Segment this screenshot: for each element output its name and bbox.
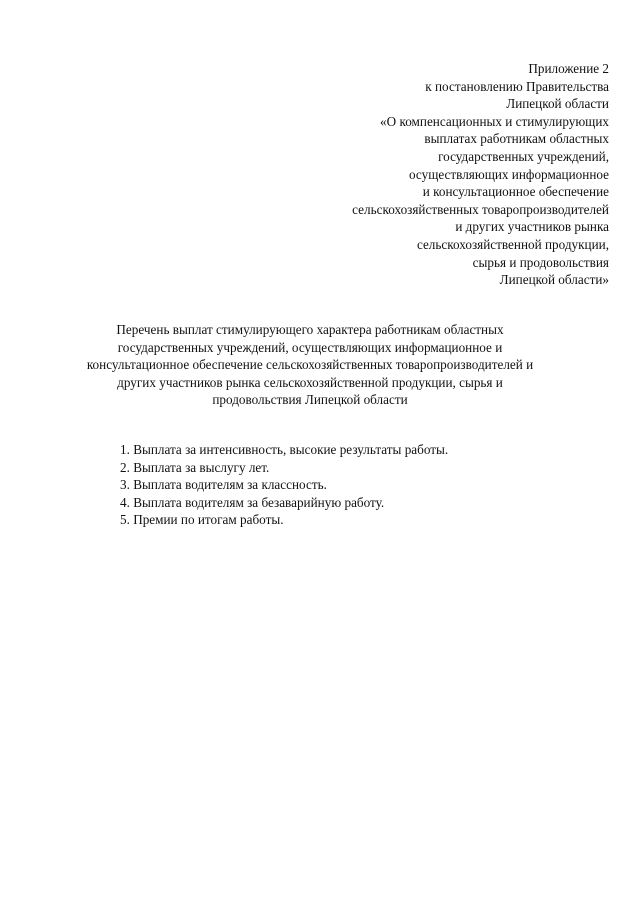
title-line: государственных учреждений, осуществляющих информационное и: [117, 339, 503, 355]
appendix-line: Липецкой области: [506, 96, 609, 112]
list-item: 3. Выплата водителям за классность.: [120, 477, 327, 493]
appendix-line: «О компенсационных и стимулирующих: [380, 113, 609, 129]
appendix-line: Приложение 2: [528, 61, 609, 76]
appendix-line: осуществляющих информационное: [409, 166, 609, 182]
list-item: 2. Выплата за выслугу лет.: [120, 459, 270, 475]
appendix-line: государственных учреждений,: [438, 148, 609, 164]
appendix-line: к постановлению Правительства: [425, 78, 609, 94]
appendix-line: и консультационное обеспечение: [422, 184, 609, 200]
appendix-line: сырья и продовольствия: [472, 254, 609, 270]
list-item: 4. Выплата водителям за безаварийную работу.: [120, 494, 385, 510]
title-line: Перечень выплат стимулирующего характера работникам областных: [116, 322, 504, 337]
title-line: других участников рынка сельскохозяйственной продукции, сырья и: [117, 374, 503, 390]
title-line: продовольствия Липецкой области: [212, 392, 408, 408]
document-title: [80, 321, 540, 409]
appendix-header: [289, 60, 609, 289]
list-item: 5. Премии по итогам работы.: [120, 512, 284, 528]
appendix-line: выплатах работникам областных: [424, 131, 609, 147]
appendix-line: Липецкой области»: [499, 272, 609, 288]
appendix-line: сельскохозяйственной продукции,: [416, 236, 609, 252]
payments-list: [120, 441, 580, 529]
appendix-line: сельскохозяйственных товаропроизводителей: [352, 201, 609, 217]
appendix-line: и других участников рынка: [455, 219, 609, 235]
title-line: консультационное обеспечение сельскохозяйственных товаропроизводителей и: [86, 357, 534, 373]
list-item: 1. Выплата за интенсивность, высокие результаты работы.: [120, 442, 449, 457]
